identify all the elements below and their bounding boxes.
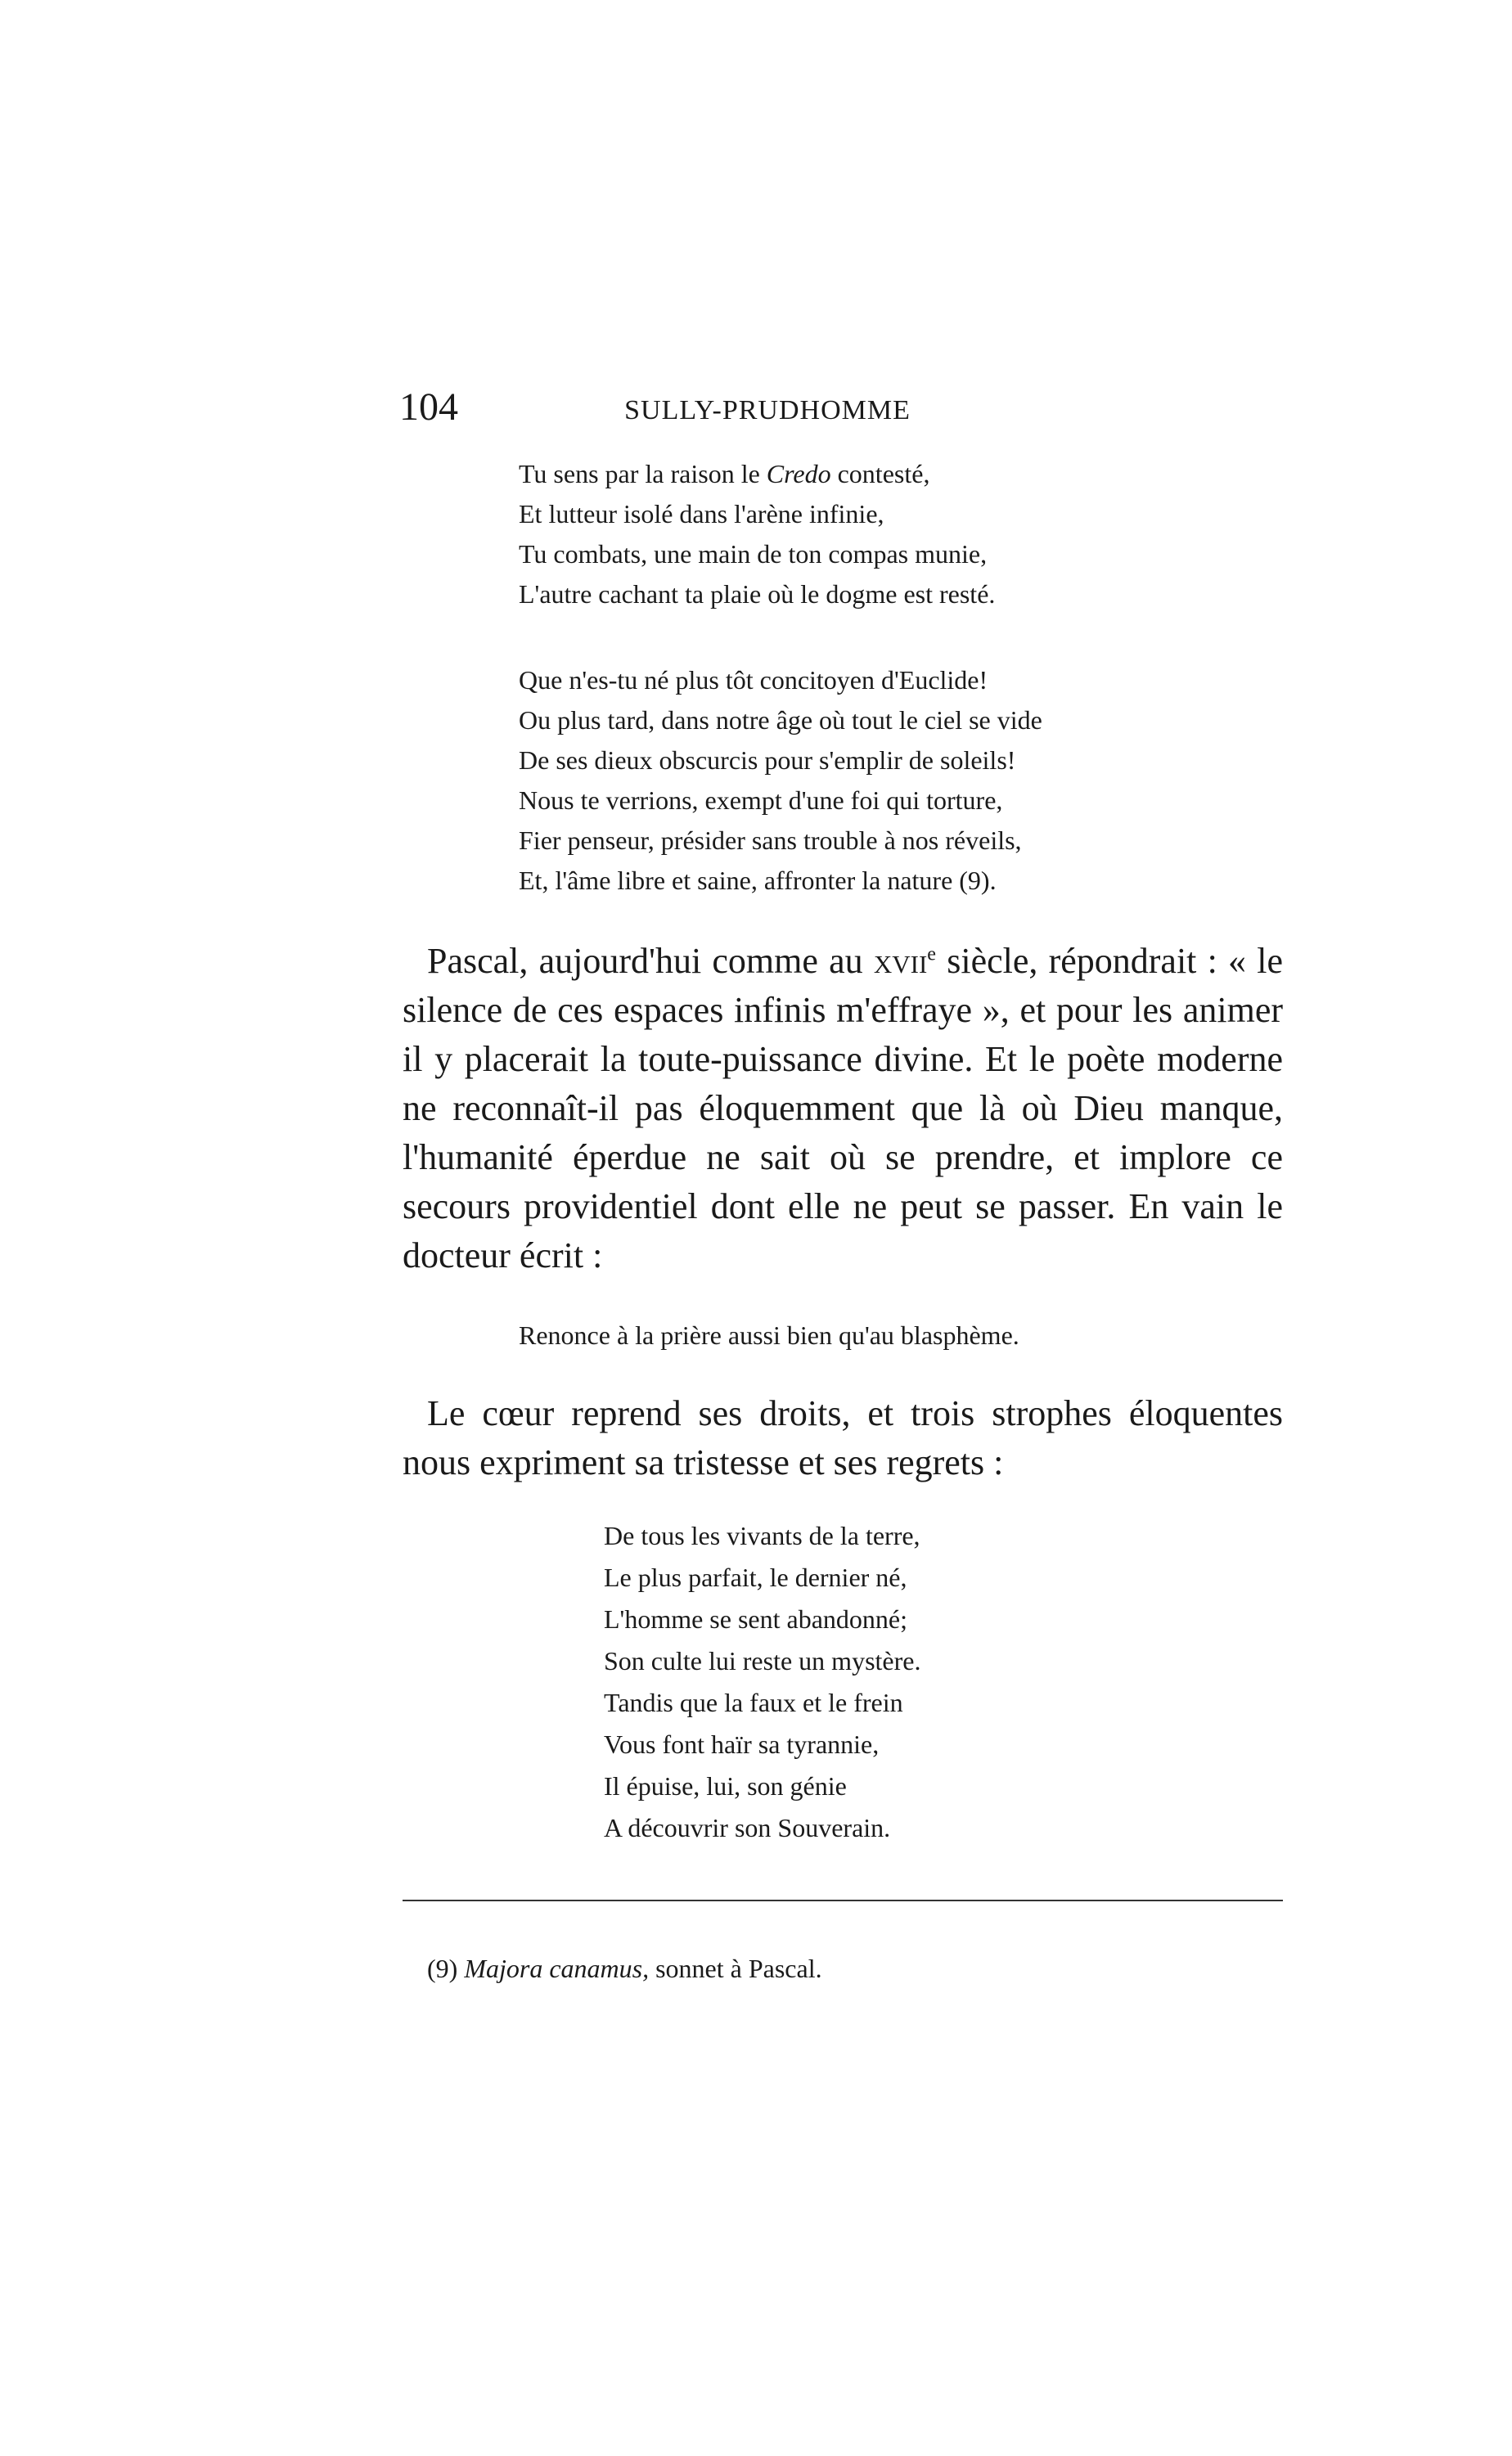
verse-line: Ou plus tard, dans notre âge où tout le ciel se vide xyxy=(519,705,1042,735)
verse-line: L'autre cachant ta plaie où le dogme est resté. xyxy=(519,579,996,609)
century-superscript: e xyxy=(927,942,937,965)
verse-line: De tous les vivants de la terre, xyxy=(604,1521,920,1550)
footnote-divider xyxy=(403,1900,1283,1901)
verse-line: Et, l'âme libre et saine, affronter la nature (9). xyxy=(519,866,997,895)
footnote-text: sonnet à Pascal. xyxy=(649,1954,822,1983)
verse-line: Tu combats, une main de ton compas munie, xyxy=(519,539,988,569)
verse-line: Et lutteur isolé dans l'arène infinie, xyxy=(519,499,884,529)
verse-line: Tandis que la faux et le frein xyxy=(604,1688,903,1717)
footnote xyxy=(427,1949,822,1988)
footnote-number: (9) xyxy=(427,1954,458,1983)
verse-line xyxy=(519,454,995,494)
verse-line: Le plus parfait, le dernier né, xyxy=(604,1563,907,1592)
verse-line: L'homme se sent abandonné; xyxy=(604,1604,907,1634)
poem-stanza xyxy=(604,1515,920,1849)
stanza-2 xyxy=(519,660,1042,780)
paragraph-1 xyxy=(403,937,1283,1280)
running-title: SULLY-PRUDHOMME xyxy=(624,395,911,425)
paragraph-text-part: siècle, répondrait : « le silence de ces espaces infinis m'effraye », et pour les animer il y placerait la toute-puissance divine. Et le poète moderne ne reconnaît-il pas éloquemment que là où Dieu manque, l'humanité éperdue ne sait où se prendre, et implore ce secours providentiel dont elle ne peut se passer. En vain le docteur écrit : xyxy=(403,941,1283,1275)
verse-line: Son culte lui reste un mystère. xyxy=(604,1646,921,1676)
paragraph-2 xyxy=(403,1389,1283,1487)
verse-text: Tu sens par la raison le xyxy=(519,459,767,488)
verse-line: De ses dieux obscurcis pour s'emplir de soleils! xyxy=(519,745,1016,775)
stanza-1 xyxy=(519,454,995,614)
verse-line: Fier penseur, présider sans trouble à nos réveils, xyxy=(519,825,1022,855)
verse-line: Il épuise, lui, son génie xyxy=(604,1771,847,1801)
paragraph-text-part: Pascal, aujourd'hui comme au xyxy=(427,941,874,981)
page-number: 104 xyxy=(399,385,458,429)
verse-line: Vous font haïr sa tyrannie, xyxy=(604,1730,880,1759)
stanza-3 xyxy=(519,780,1022,901)
verse-text: contesté, xyxy=(830,459,930,488)
verse-line: Que n'es-tu né plus tôt concitoyen d'Euclide! xyxy=(519,665,988,695)
credo-italic: Credo xyxy=(766,459,831,488)
paragraph-text: Le cœur reprend ses droits, et trois strophes éloquentes nous expriment sa tristesse et ses regrets : xyxy=(403,1393,1283,1482)
century-numeral: xvii xyxy=(873,941,928,981)
verse-line: A découvrir son Souverain. xyxy=(604,1813,891,1842)
verse-line: Nous te verrions, exempt d'une foi qui torture, xyxy=(519,785,1003,815)
footnote-title: Majora canamus, xyxy=(464,1954,650,1983)
paragraph-text xyxy=(403,937,1283,1280)
quoted-verse: Renonce à la prière aussi bien qu'au blasphème. xyxy=(519,1320,1019,1350)
